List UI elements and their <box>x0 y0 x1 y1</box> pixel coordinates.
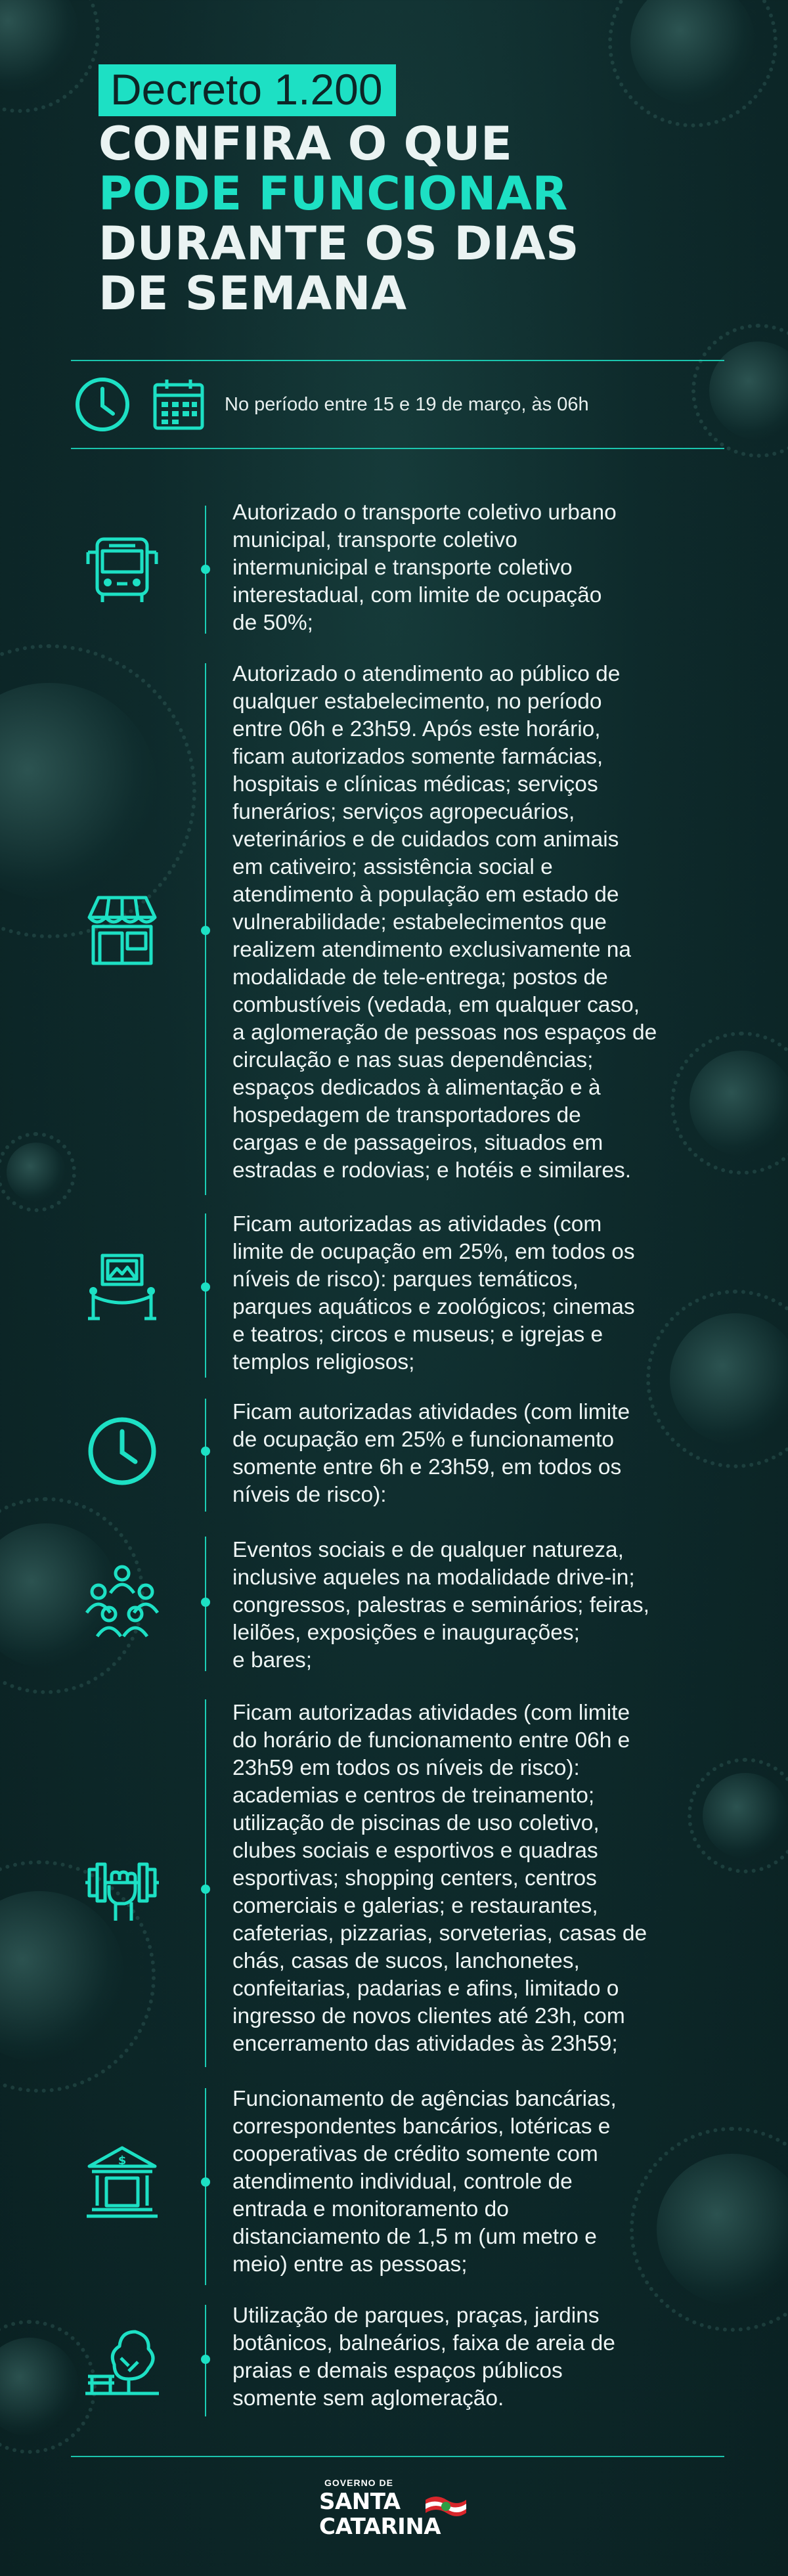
timeline-dot <box>201 565 210 574</box>
item-text: Funcionamento de agências bancárias, correspondentes bancários, lotéricas e cooperativas de crédito somente com atendimento individual, controle de entrada e monitoramento do distanciamento de 1,5 m (um metro e meio) entre as pessoas; <box>232 2087 617 2277</box>
svg-text:$: $ <box>118 2154 127 2168</box>
title-line-4: DE SEMANA <box>98 267 407 321</box>
item-text: Utilização de parques, praças, jardins botânicos, balneários, faixa de areia de praias e demais espaços públicos somente sem aglomeração. <box>232 2303 615 2411</box>
decree-tag: Decreto 1.200 <box>98 64 396 116</box>
header <box>98 64 722 319</box>
divider-top <box>71 360 724 361</box>
item-text: Eventos sociais e de qualquer natureza, inclusive aqueles na modalidade drive-in; congressos, palestras e seminários; feiras, leilões, exposições e inaugurações; e bares; <box>232 1538 649 1672</box>
item-text: Ficam autorizadas atividades (com limite do horário de funcionamento entre 06h e 23h59 em todos os níveis de risco): academias e centros de treinamento; utilização de piscinas de uso coletivo, clubes sociais e esportivos e quadras esportivas; shopping centers, centros comerciais e galerias; e restaurantes, cafeterias, pizzarias, sorveterias, casas de chás, casas de sucos, lanchonetes, confeitarias, padarias e afins, limitado o ingresso de novos clientes até 23h, com encerramento das atividades às 23h59; <box>232 1701 647 2056</box>
timeline-dot <box>201 926 210 935</box>
item-text: Ficam autorizadas atividades (com limite de ocupação em 25% e funcionamento somente entre 6h e 23h59, em todos os níveis de risco): <box>232 1400 630 1507</box>
museum-exhibit-icon <box>83 1248 162 1326</box>
government-logo <box>319 2478 470 2550</box>
flag-emblem-icon <box>424 2493 468 2522</box>
page-title <box>98 116 722 321</box>
timeline-dot <box>201 1282 210 1292</box>
park-bench-tree-icon <box>83 2320 162 2399</box>
timeline-dot <box>201 2177 210 2187</box>
dumbbell-icon <box>83 1850 162 1929</box>
timeline-line <box>205 2088 206 2285</box>
divider-period <box>71 448 724 449</box>
logo-small-text: GOVERNO DE <box>324 2478 393 2488</box>
period-text: No período entre 15 e 19 de março, às 06h <box>225 393 589 415</box>
item-text: Ficam autorizadas as atividades (com limite de ocupação em 25%, em todos os níveis de risco): parques temáticos, parques aquáticos e zoológicos; cinemas e teatros; circos e museus; e igrejas e templos religiosos; <box>232 1212 635 1374</box>
background-virus-particle <box>7 1143 66 1202</box>
item-text: Autorizado o transporte coletivo urbano municipal, transporte coletivo intermunicipal e transporte coletivo interestadual, com limite de ocupação de 50%; <box>232 500 617 635</box>
timeline-dot <box>201 1598 210 1607</box>
item-text: Autorizado o atendimento ao público de qualquer estabelecimento, no período entre 06h e 23h59. Após este horário, ficam autorizados somente farmácias, hospitais e clínicas médicas; serviços funerários; serviços agropecuários, veterinários e de cuidados com animais em cativeiro; assistência social e atendimento à população em estado de vulnerabilidade; estabelecimentos que realizem atendimento exclusivamente na modalidade de tele-entrega; postos de combustíveis (vedada, em qualquer caso, a aglomeração de pessoas nos espaços de circulação e nas suas dependências; espaços dedicados à alimentação e à hospedagem de transportadores de cargas e de passageiros, situados em estradas e rodovias; e hotéis e similares. <box>232 662 657 1183</box>
divider-footer <box>71 2456 724 2457</box>
logo-line-1: SANTA <box>319 2489 401 2515</box>
timeline-dot <box>201 1885 210 1894</box>
logo-line-2: CATARINA <box>319 2514 441 2540</box>
calendar-icon <box>147 373 210 436</box>
bank-icon <box>83 2143 162 2221</box>
title-line-2: PODE FUNCIONAR <box>98 166 568 221</box>
clock-icon <box>83 1412 162 1491</box>
background-virus-particle <box>0 2338 79 2436</box>
title-line-3: DURANTE OS DIAS <box>98 217 580 271</box>
bus-icon <box>83 530 162 609</box>
title-line-1: CONFIRA O QUE <box>98 116 513 171</box>
background-virus-particle <box>0 683 158 900</box>
clock-icon <box>71 373 134 436</box>
timeline-dot <box>201 1447 210 1456</box>
timeline-line <box>205 1213 206 1378</box>
storefront-icon <box>83 891 162 970</box>
people-group-icon <box>83 1563 162 1642</box>
period-row <box>71 372 724 437</box>
timeline-dot <box>201 2355 210 2364</box>
timeline-line <box>205 1699 206 2067</box>
background-virus-particle <box>0 0 79 92</box>
